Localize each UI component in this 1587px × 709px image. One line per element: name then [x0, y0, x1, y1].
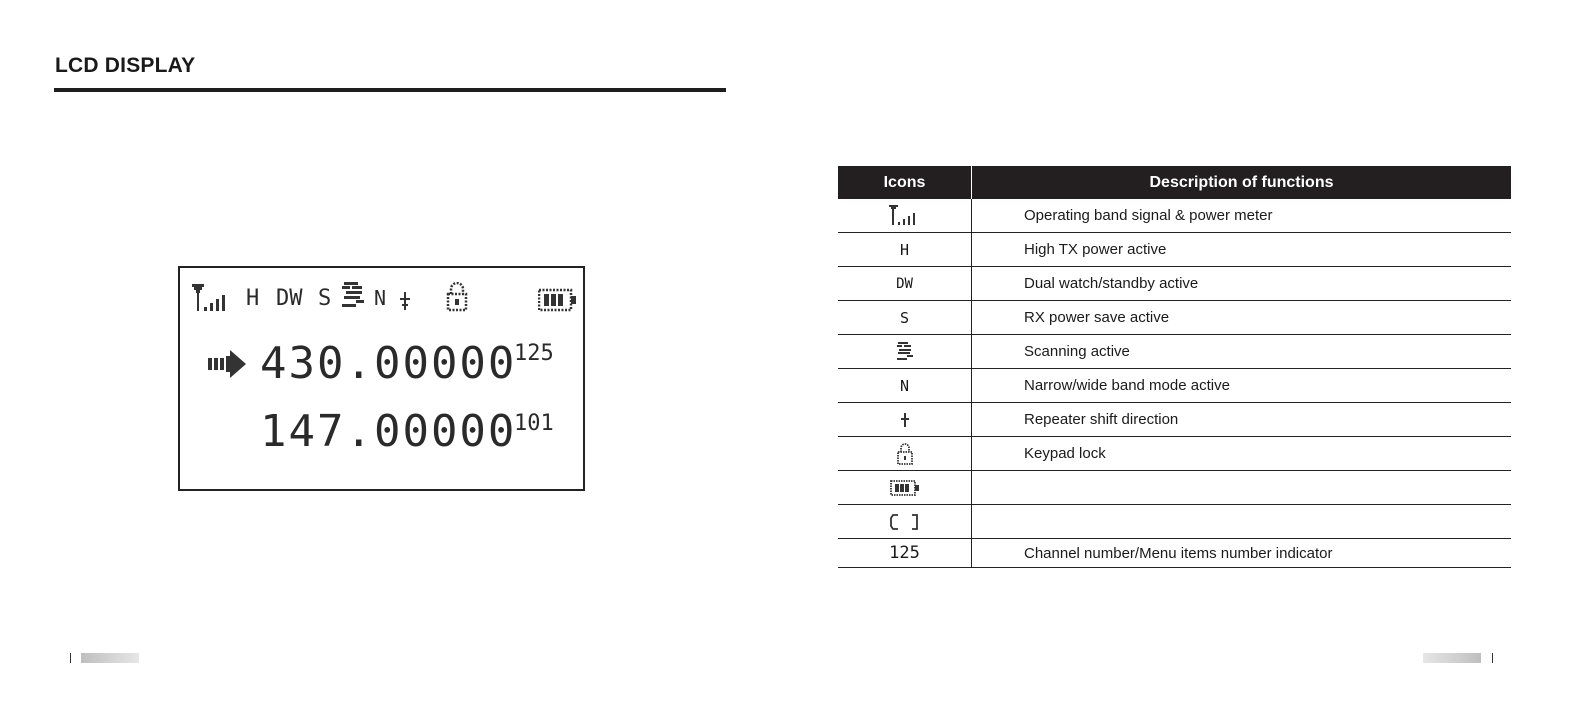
page-title: LCD DISPLAY — [55, 54, 196, 77]
table-row — [838, 471, 1511, 505]
table-row — [838, 335, 1511, 369]
high-power-icon: H — [838, 233, 972, 267]
upper-frequency: 430.00000 — [260, 338, 517, 389]
table-row — [838, 369, 1511, 403]
signal-meter-icon — [889, 205, 921, 227]
row-description: Narrow/wide band mode active — [972, 369, 1512, 403]
channel-number-icon: 125 — [838, 539, 972, 568]
table-row — [838, 301, 1511, 335]
row-description: Dual watch/standby active — [972, 267, 1512, 301]
signal-meter-icon — [192, 284, 236, 314]
lower-channel-number: 101 — [514, 411, 554, 436]
title-underline — [54, 88, 726, 92]
icons-table — [838, 166, 1511, 568]
header-icons: Icons — [838, 166, 972, 199]
scan-icon — [897, 342, 913, 362]
battery-icon — [890, 479, 920, 497]
row-description: Operating band signal & power meter — [972, 199, 1512, 233]
row-description: Keypad lock — [972, 437, 1512, 471]
table-row — [838, 403, 1511, 437]
shift-direction-icon — [398, 292, 412, 310]
narrow-wide-icon: N — [838, 369, 972, 403]
table-row — [838, 505, 1511, 539]
lower-frequency: 147.00000 — [260, 406, 517, 457]
row-description: High TX power active — [972, 233, 1512, 267]
footer-tick-left — [70, 653, 71, 663]
table-row — [838, 233, 1511, 267]
header-description: Description of functions — [972, 166, 1512, 199]
footer-tab-left — [81, 653, 139, 663]
table-row — [838, 199, 1511, 233]
row-description: RX power save active — [972, 301, 1512, 335]
keypad-lock-icon — [446, 282, 468, 312]
table-row — [838, 267, 1511, 301]
lcd-status-bar — [190, 282, 580, 316]
upper-channel-number: 125 — [514, 341, 554, 366]
bracket-icon — [890, 513, 920, 531]
high-power-indicator: H — [246, 286, 260, 311]
battery-icon — [538, 288, 578, 312]
scan-icon — [342, 282, 366, 310]
power-save-indicator: S — [318, 286, 332, 311]
row-description — [972, 471, 1512, 505]
row-description — [972, 505, 1512, 539]
table-header-row — [838, 166, 1511, 199]
keypad-lock-icon — [897, 443, 913, 465]
power-save-icon: S — [838, 301, 972, 335]
footer-tick-right — [1492, 653, 1493, 663]
active-band-arrow-icon — [208, 350, 246, 378]
shift-direction-icon — [900, 413, 910, 427]
lcd-display — [178, 266, 585, 491]
dual-watch-indicator: DW — [276, 286, 303, 311]
footer-tab-right — [1423, 653, 1481, 663]
narrow-wide-indicator: N — [374, 286, 387, 310]
row-description: Repeater shift direction — [972, 403, 1512, 437]
dual-watch-icon: DW — [838, 267, 972, 301]
row-description: Channel number/Menu items number indicator — [972, 539, 1512, 568]
table-row — [838, 437, 1511, 471]
table-row — [838, 539, 1511, 568]
row-description: Scanning active — [972, 335, 1512, 369]
